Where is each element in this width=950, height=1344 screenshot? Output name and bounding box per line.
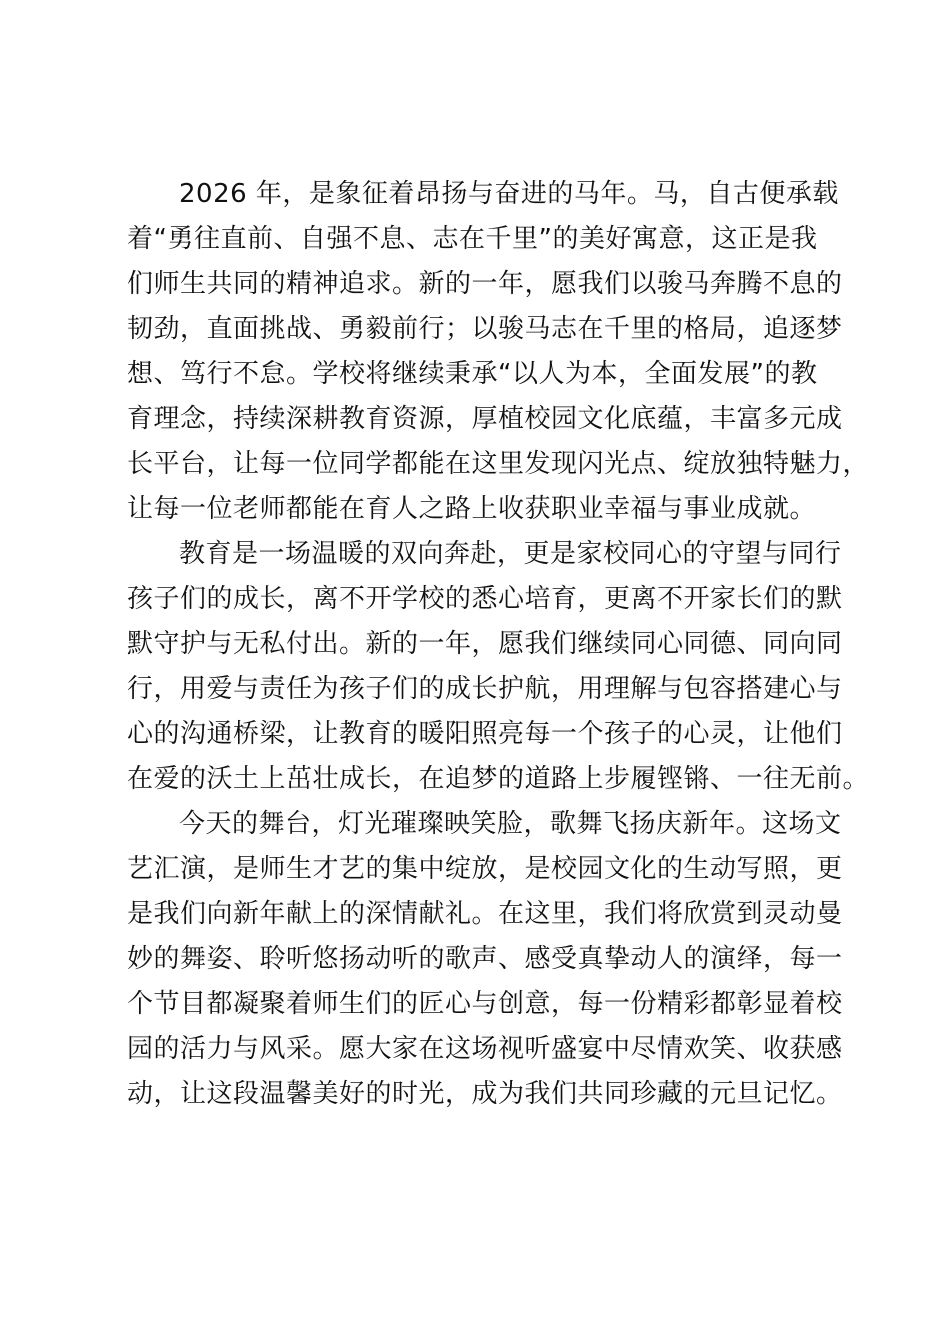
paragraph-line: 教育是一场温暖的双向奔赴，更是家校同心的守望与同行 bbox=[179, 539, 842, 569]
paragraph-line: 今天的舞台，灯光璀璨映笑脸，歌舞飞扬庆新年。这场文 bbox=[179, 809, 842, 839]
paragraph-line: 心的沟通桥梁，让教育的暖阳照亮每一个孩子的心灵，让他们 bbox=[127, 719, 843, 749]
paragraph-1 bbox=[127, 172, 870, 532]
paragraph-line: 2026 年，是象征着昂扬与奋进的马年。马，自古便承载 bbox=[179, 179, 839, 209]
paragraph-line: 让每一位老师都能在育人之路上收获职业幸福与事业成就。 bbox=[127, 494, 817, 524]
paragraph-line: 育理念，持续深耕教育资源，厚植校园文化底蕴，丰富多元成 bbox=[127, 404, 843, 434]
paragraph-line: 韧劲，直面挑战、勇毅前行；以骏马志在千里的格局，追逐梦 bbox=[127, 314, 843, 344]
paragraph-line: 长平台，让每一位同学都能在这里发现闪光点、绽放独特魅力， bbox=[127, 449, 870, 479]
paragraph-line: 是我们向新年献上的深情献礼。在这里，我们将欣赏到灵动曼 bbox=[127, 899, 843, 929]
document-body bbox=[127, 172, 870, 1117]
paragraph-line: 个节目都凝聚着师生们的匠心与创意，每一份精彩都彰显着校 bbox=[127, 989, 843, 1019]
paragraph-line: 行，用爱与责任为孩子们的成长护航，用理解与包容搭建心与 bbox=[127, 674, 843, 704]
paragraph-line: 想、笃行不怠。学校将继续秉承“以人为本，全面发展”的教 bbox=[127, 359, 818, 389]
paragraph-line: 在爱的沃土上茁壮成长，在追梦的道路上步履铿锵、一往无前。 bbox=[127, 764, 870, 794]
paragraph-line: 着“勇往直前、自强不息、志在千里”的美好寓意，这正是我 bbox=[127, 224, 818, 254]
paragraph-line: 妙的舞姿、聆听悠扬动听的歌声、感受真挚动人的演绎，每一 bbox=[127, 944, 843, 974]
paragraph-line: 默守护与无私付出。新的一年，愿我们继续同心同德、同向同 bbox=[127, 629, 843, 659]
paragraph-3 bbox=[127, 802, 843, 1117]
paragraph-line: 们师生共同的精神追求。新的一年，愿我们以骏马奔腾不息的 bbox=[127, 269, 843, 299]
paragraph-line: 动，让这段温馨美好的时光，成为我们共同珍藏的元旦记忆。 bbox=[127, 1079, 843, 1109]
paragraph-2 bbox=[127, 532, 870, 802]
paragraph-line: 艺汇演，是师生才艺的集中绽放，是校园文化的生动写照，更 bbox=[127, 854, 843, 884]
paragraph-line: 园的活力与风采。愿大家在这场视听盛宴中尽情欢笑、收获感 bbox=[127, 1034, 843, 1064]
paragraph-line: 孩子们的成长，离不开学校的悉心培育，更离不开家长们的默 bbox=[127, 584, 843, 614]
